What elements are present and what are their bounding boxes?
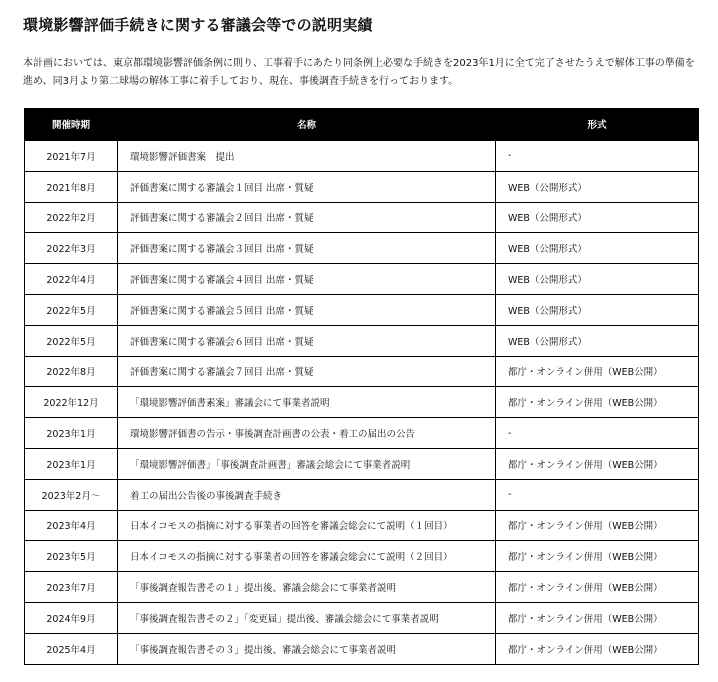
date-cell: 2022年2月 <box>25 202 118 233</box>
date-cell: 2023年1月 <box>25 418 118 449</box>
date-cell: 2021年8月 <box>25 171 118 202</box>
format-cell: 都庁・オンライン併用（WEB公開） <box>496 356 699 387</box>
name-cell: 「環境影響評価書」「事後調査計画書」審議会総会にて事業者説明 <box>118 448 496 479</box>
name-cell: 評価書案に関する審議会４回目 出席・質疑 <box>118 264 496 295</box>
header-name: 名称 <box>118 108 496 141</box>
table-row <box>25 479 699 510</box>
name-cell: 日本イコモスの指摘に対する事業者の回答を審議会総会にて説明（１回目） <box>118 510 496 541</box>
table-row <box>25 325 699 356</box>
table-header <box>25 108 699 141</box>
table-row <box>25 510 699 541</box>
format-cell: WEB（公開形式） <box>496 325 699 356</box>
name-cell: 評価書案に関する審議会７回目 出席・質疑 <box>118 356 496 387</box>
format-cell: 都庁・オンライン併用（WEB公開） <box>496 510 699 541</box>
intro-paragraph: 本計画においては、東京都環境影響評価条例に則り、工事着手にあたり同条例上必要な手続きを2023年1月に全て完了させたうえで解体工事の準備を進め、同3月より第二球場の解体工事に着手しており、現在、事後調査手続きを行っております。 <box>23 58 695 87</box>
table-row <box>25 233 699 264</box>
date-cell: 2022年4月 <box>25 264 118 295</box>
name-cell: 評価書案に関する審議会３回目 出席・質疑 <box>118 233 496 264</box>
date-cell: 2023年4月 <box>25 510 118 541</box>
date-cell: 2022年3月 <box>25 233 118 264</box>
format-cell: WEB（公開形式） <box>496 171 699 202</box>
date-cell: 2022年5月 <box>25 294 118 325</box>
table-row <box>25 387 699 418</box>
format-cell: 都庁・オンライン併用（WEB公開） <box>496 602 699 633</box>
page-title: 環境影響評価手続きに関する審議会等での説明実績 <box>23 16 373 34</box>
name-cell: 環境影響評価書の告示・事後調査計画書の公表・着工の届出の公告 <box>118 418 496 449</box>
format-cell: WEB（公開形式） <box>496 202 699 233</box>
date-cell: 2023年5月 <box>25 541 118 572</box>
name-cell: 「事後調査報告書その２」「変更届」提出後、審議会総会にて事業者説明 <box>118 602 496 633</box>
table-row <box>25 418 699 449</box>
table-row <box>25 356 699 387</box>
table-row <box>25 448 699 479</box>
name-cell: 評価書案に関する審議会５回目 出席・質疑 <box>118 294 496 325</box>
format-cell: 都庁・オンライン併用（WEB公開） <box>496 387 699 418</box>
name-cell: 着工の届出公告後の事後調査手続き <box>118 479 496 510</box>
table-row <box>25 602 699 633</box>
format-cell: WEB（公開形式） <box>496 294 699 325</box>
table-row <box>25 171 699 202</box>
name-cell: 評価書案に関する審議会２回目 出席・質疑 <box>118 202 496 233</box>
table-row <box>25 572 699 603</box>
table-row <box>25 202 699 233</box>
name-cell: 日本イコモスの指摘に対する事業者の回答を審議会総会にて説明（２回目） <box>118 541 496 572</box>
format-cell: - <box>496 479 699 510</box>
table-header-row <box>25 108 699 141</box>
table-body <box>25 141 699 665</box>
header-format: 形式 <box>496 108 699 141</box>
date-cell: 2022年8月 <box>25 356 118 387</box>
name-cell: 環境影響評価書案 提出 <box>118 141 496 172</box>
table-row <box>25 294 699 325</box>
date-cell: 2021年7月 <box>25 141 118 172</box>
name-cell: 「事後調査報告書その１」提出後、審議会総会にて事業者説明 <box>118 572 496 603</box>
table-row <box>25 264 699 295</box>
header-date: 開催時期 <box>25 108 118 141</box>
format-cell: 都庁・オンライン併用（WEB公開） <box>496 572 699 603</box>
date-cell: 2025年4月 <box>25 633 118 664</box>
format-cell: - <box>496 141 699 172</box>
date-cell: 2023年1月 <box>25 448 118 479</box>
format-cell: - <box>496 418 699 449</box>
table-row <box>25 541 699 572</box>
name-cell: 「環境影響評価書素案」審議会にて事業者説明 <box>118 387 496 418</box>
table-row <box>25 141 699 172</box>
name-cell: 評価書案に関する審議会６回目 出席・質疑 <box>118 325 496 356</box>
table-row <box>25 633 699 664</box>
date-cell: 2023年7月 <box>25 572 118 603</box>
date-cell: 2024年9月 <box>25 602 118 633</box>
format-cell: 都庁・オンライン併用（WEB公開） <box>496 541 699 572</box>
name-cell: 評価書案に関する審議会１回目 出席・質疑 <box>118 171 496 202</box>
format-cell: 都庁・オンライン併用（WEB公開） <box>496 633 699 664</box>
name-cell: 「事後調査報告書その３」提出後、審議会総会にて事業者説明 <box>118 633 496 664</box>
format-cell: 都庁・オンライン併用（WEB公開） <box>496 448 699 479</box>
date-cell: 2022年5月 <box>25 325 118 356</box>
format-cell: WEB（公開形式） <box>496 233 699 264</box>
date-cell: 2022年12月 <box>25 387 118 418</box>
date-cell: 2023年2月〜 <box>25 479 118 510</box>
explanation-history-table <box>24 108 699 665</box>
format-cell: WEB（公開形式） <box>496 264 699 295</box>
